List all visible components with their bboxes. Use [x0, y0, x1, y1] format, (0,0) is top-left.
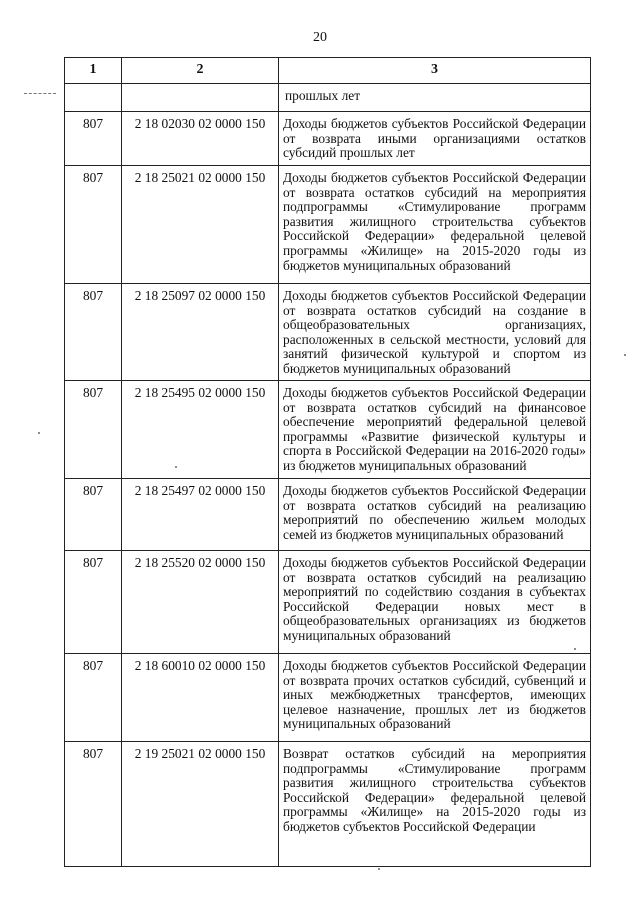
budget-code-cell: 2 18 25021 02 0000 150 [122, 166, 279, 284]
scan-speck [175, 466, 177, 468]
budget-code-cell: 2 18 25497 02 0000 150 [122, 479, 279, 551]
admin-code-cell: 807 [65, 166, 122, 284]
page-number: 20 [313, 30, 327, 45]
budget-codes-table [64, 57, 591, 867]
budget-code-cell: 2 18 25097 02 0000 150 [122, 284, 279, 381]
description-cell: прошлых лет [279, 84, 591, 112]
scan-speck [38, 432, 40, 434]
scan-speck [574, 648, 576, 650]
budget-code-cell: 2 18 60010 02 0000 150 [122, 654, 279, 742]
scan-speck [624, 354, 626, 356]
description-cell: Доходы бюджетов субъектов Российской Федерации от возврата остатков субсидий на финансовое обеспечение мероприятий федеральной целевой программы «Развитие физической культуры и спорта в Российской Федерации на 2016-2020 годы» из бюджетов муниципальных образований [279, 381, 591, 479]
budget-code-cell: 2 18 02030 02 0000 150 [122, 112, 279, 166]
table-header-row [65, 58, 591, 84]
description-cell: Доходы бюджетов субъектов Российской Федерации от возврата иными организациями остатков субсидий прошлых лет [279, 112, 591, 166]
description-cell: Доходы бюджетов субъектов Российской Федерации от возврата остатков субсидий на реализацию мероприятий по содействию создания в субъектах Российской Федерации новых мест в общеобразовательных организациях из бюджетов муниципальных образований [279, 551, 591, 654]
budget-code-cell: 2 19 25021 02 0000 150 [122, 742, 279, 867]
admin-code-cell: 807 [65, 381, 122, 479]
budget-code-cell: 2 18 25520 02 0000 150 [122, 551, 279, 654]
table-row [65, 284, 591, 381]
table-row [65, 112, 591, 166]
header-col-2: 2 [122, 58, 279, 84]
description-cell: Доходы бюджетов субъектов Российской Федерации от возврата остатков субсидий на реализацию мероприятий по обеспечению жильем молодых семей из бюджетов муниципальных образований [279, 479, 591, 551]
description-cell: Доходы бюджетов субъектов Российской Федерации от возврата остатков субсидий на создание в общеобразовательных организациях, расположенных в сельской местности, условий для занятий физической культурой и спортом из бюджетов муниципальных образований [279, 284, 591, 381]
scan-speck [378, 868, 380, 870]
table-row [65, 84, 591, 112]
margin-mark [24, 93, 56, 94]
admin-code-cell: 807 [65, 654, 122, 742]
table-row [65, 479, 591, 551]
table-row [65, 654, 591, 742]
table-row [65, 551, 591, 654]
description-cell: Возврат остатков субсидий на мероприятия подпрограммы «Стимулирование программ развития жилищного строительства субъектов Российской Федерации» федеральной целевой программы «Жилище» на 2015-2020 годы из бюджетов субъектов Российской Федерации [279, 742, 591, 867]
description-cell: Доходы бюджетов субъектов Российской Федерации от возврата прочих остатков субсидий, субвенций и иных межбюджетных трансфертов, имеющих целевое назначение, прошлых лет из бюджетов муниципальных образований [279, 654, 591, 742]
admin-code-cell: 807 [65, 284, 122, 381]
description-cell: Доходы бюджетов субъектов Российской Федерации от возврата остатков субсидий на мероприятия подпрограммы «Стимулирование программ развития жилищного строительства субъектов Российской Федерации» федеральной целевой программы «Жилище» на 2015-2020 годы из бюджетов муниципальных образований [279, 166, 591, 284]
table-row [65, 742, 591, 867]
table-row [65, 166, 591, 284]
budget-code-cell [122, 84, 279, 112]
admin-code-cell: 807 [65, 479, 122, 551]
table-row [65, 381, 591, 479]
header-col-1: 1 [65, 58, 122, 84]
admin-code-cell: 807 [65, 551, 122, 654]
admin-code-cell: 807 [65, 112, 122, 166]
budget-code-cell: 2 18 25495 02 0000 150 [122, 381, 279, 479]
admin-code-cell: 807 [65, 742, 122, 867]
admin-code-cell [65, 84, 122, 112]
header-col-3: 3 [279, 58, 591, 84]
